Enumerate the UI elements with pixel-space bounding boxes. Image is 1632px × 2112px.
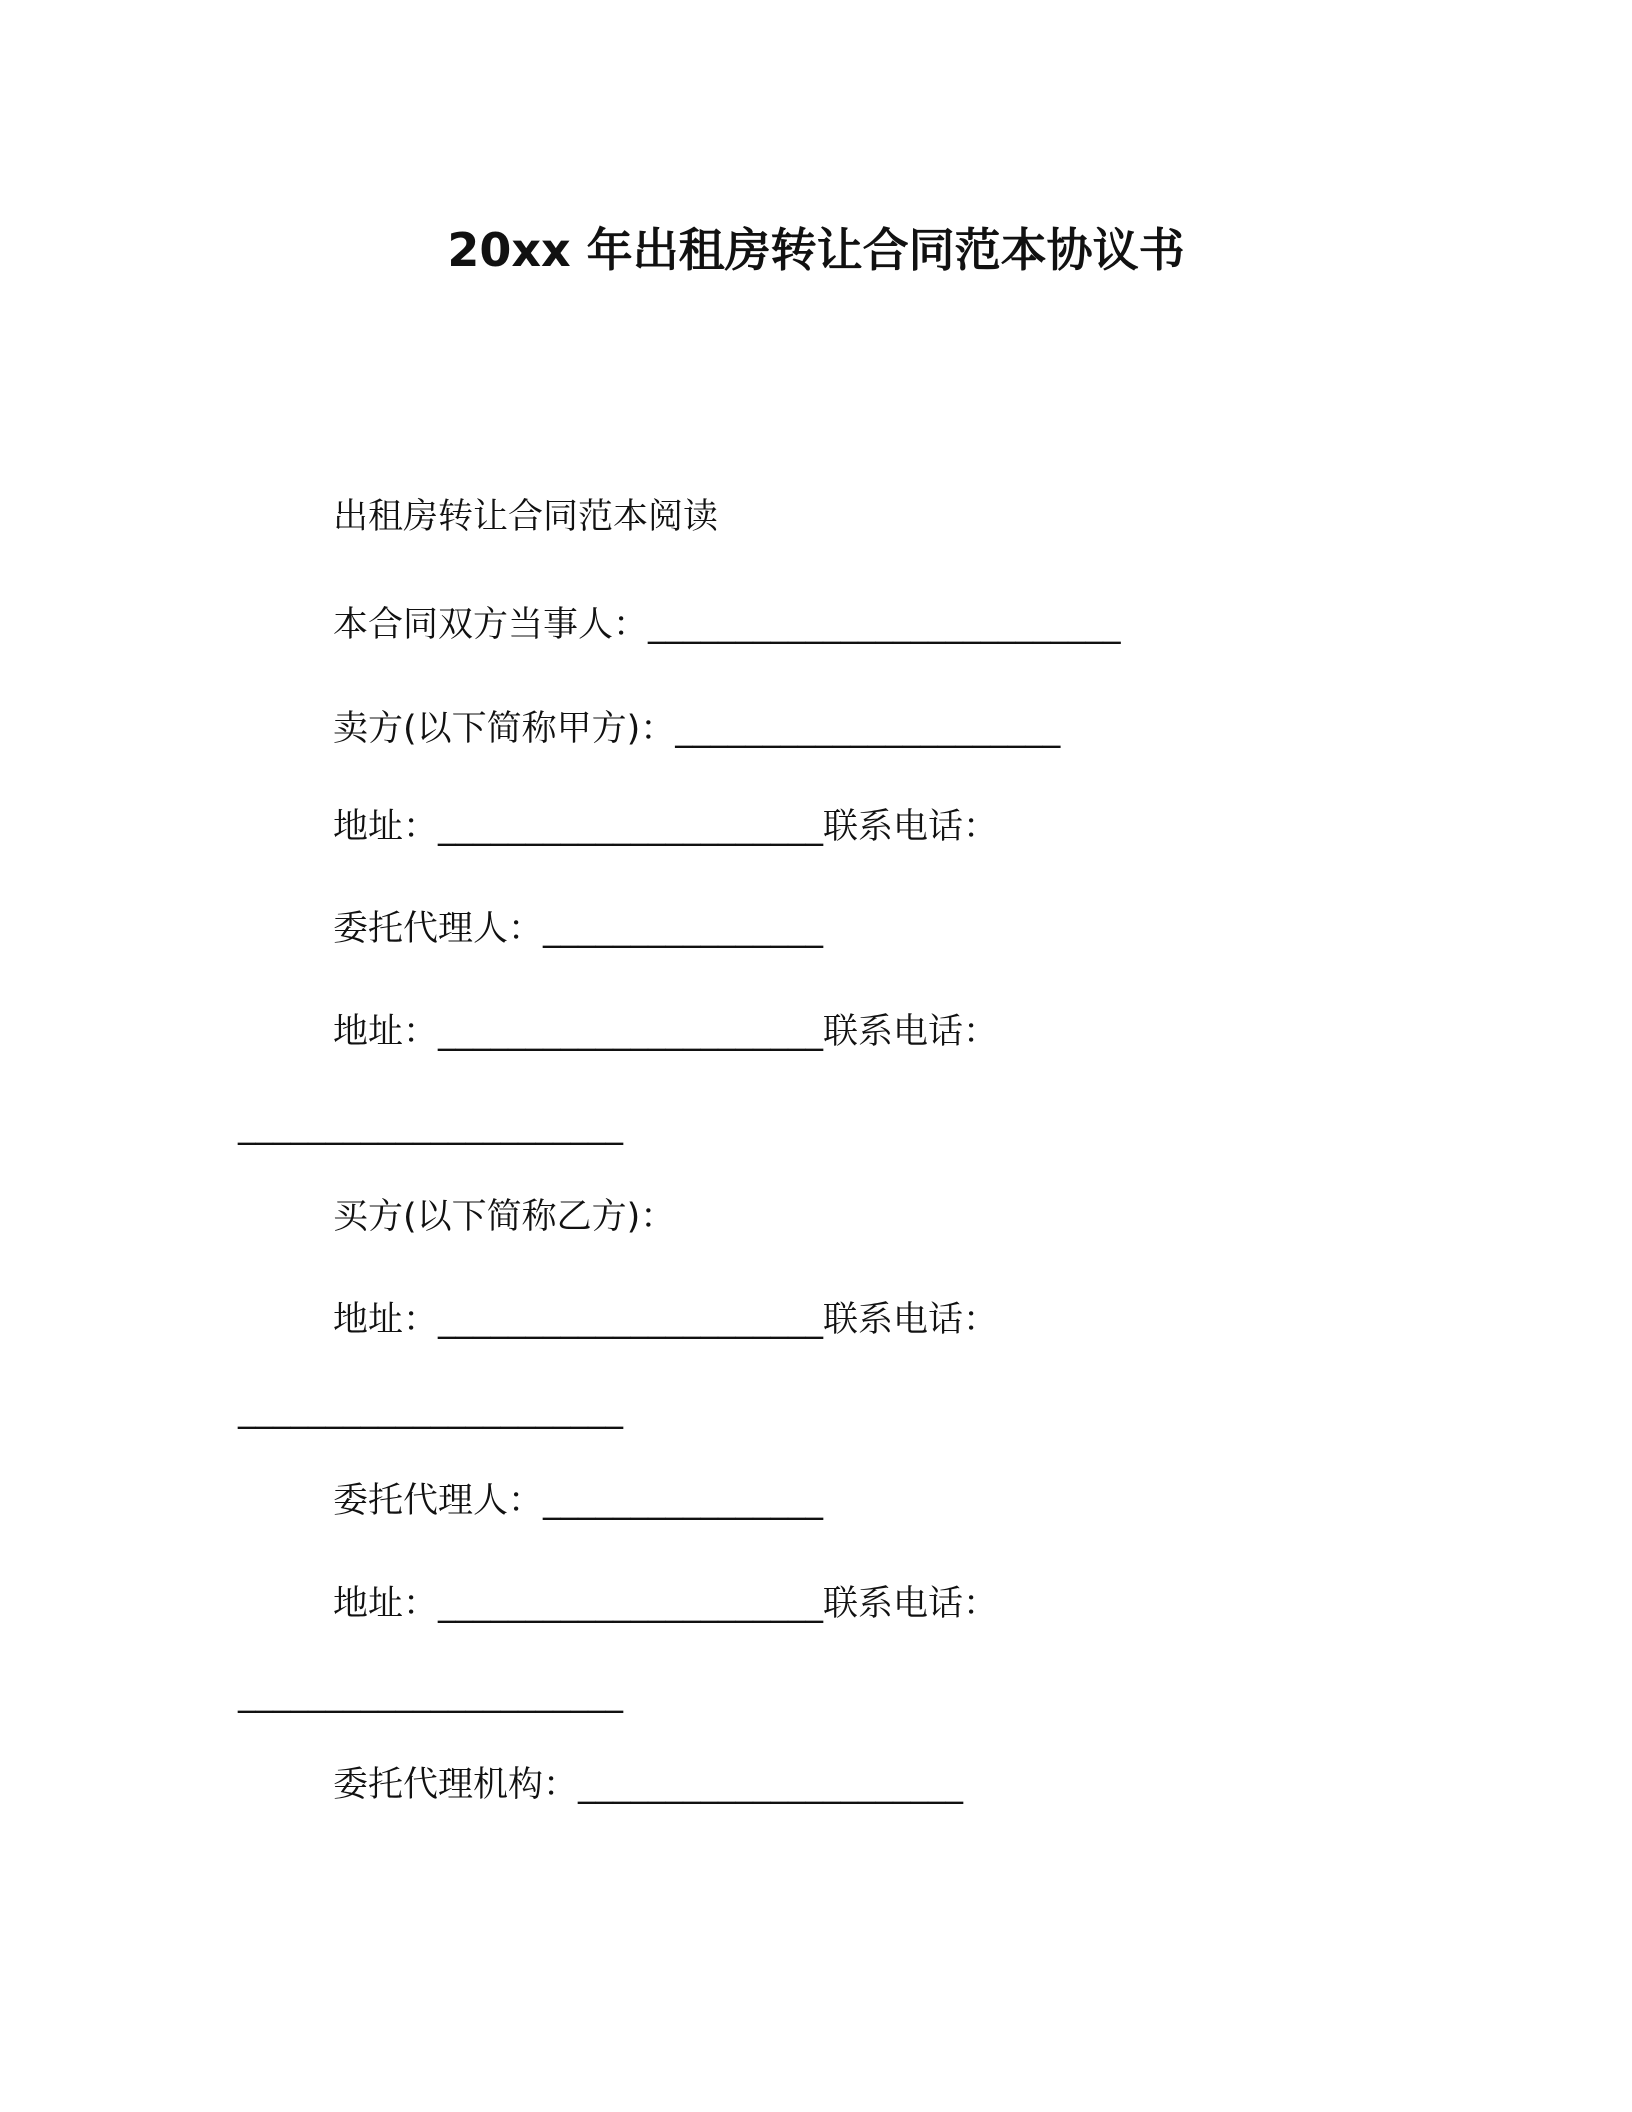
section-heading: 出租房转让合同范本阅读 (333, 497, 719, 537)
buyer-agent-address-line: 地址：______________________联系电话： (333, 1584, 999, 1624)
buyer-line: 买方(以下简称乙方)： (333, 1197, 676, 1237)
agency-line: 委托代理机构：______________________ (333, 1765, 964, 1805)
seller-address-line: 地址：______________________联系电话： (333, 807, 999, 847)
buyer-address-line: 地址：______________________联系电话： (333, 1300, 999, 1340)
parties-line: 本合同双方当事人：___________________________ (333, 605, 1121, 645)
seller-agent-address-line: 地址：______________________联系电话： (333, 1012, 999, 1052)
buyer-agent-phone-blank: ______________________ (238, 1674, 623, 1714)
buyer-agent-line: 委托代理人：________________ (333, 1481, 824, 1521)
buyer-phone-blank: ______________________ (238, 1390, 623, 1430)
seller-agent-line: 委托代理人：________________ (333, 909, 824, 949)
document-title: 20xx 年出租房转让合同范本协议书 (447, 223, 1185, 277)
seller-line: 卖方(以下简称甲方)：______________________ (333, 709, 1061, 749)
seller-agent-phone-blank: ______________________ (238, 1106, 623, 1146)
